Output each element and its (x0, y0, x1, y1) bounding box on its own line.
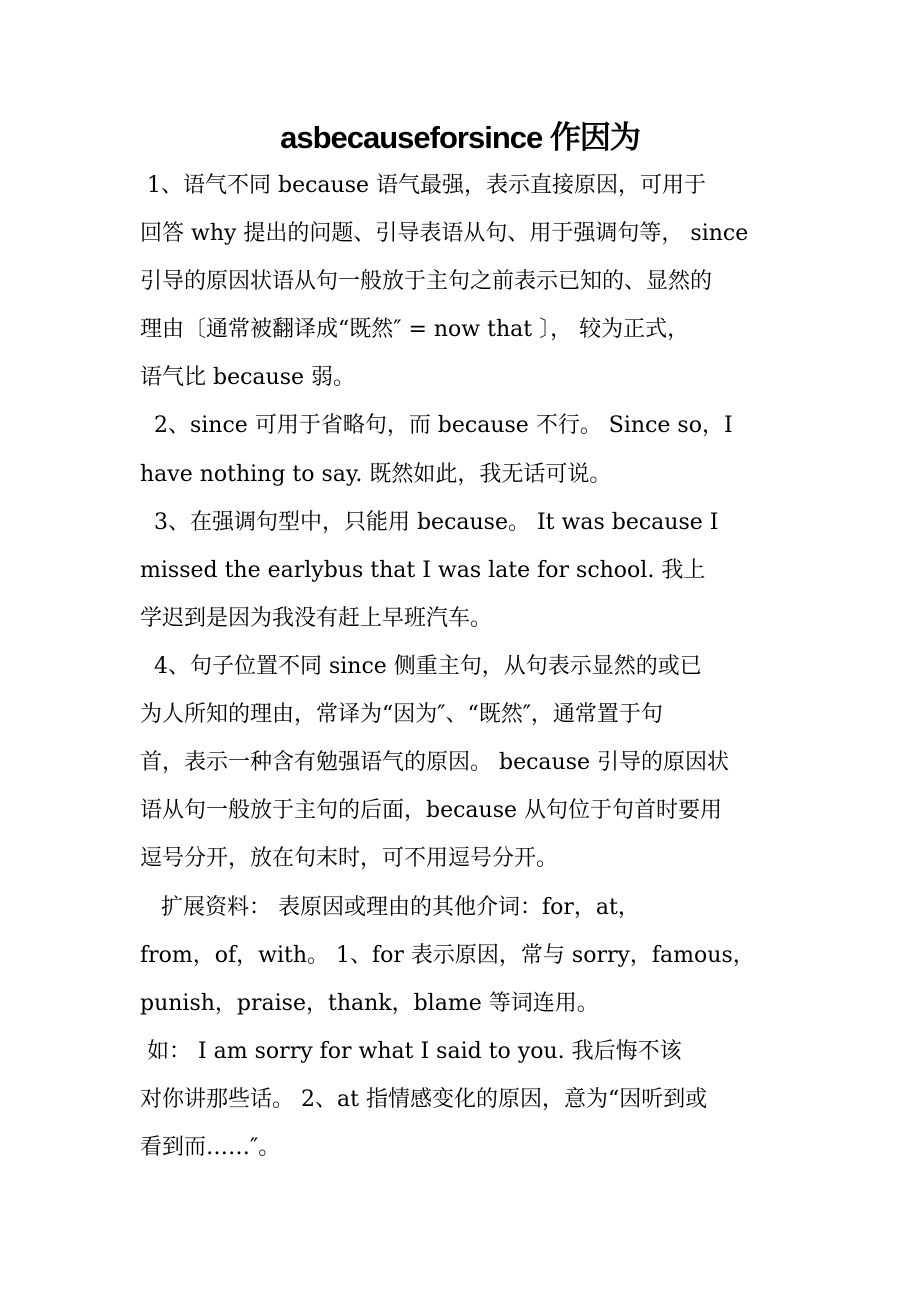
text-line: 对你讲那些话。 2、at 指情感变化的原因，意为“因听到或 (140, 1087, 708, 1112)
text-line: 引导的原因状语从句一般放于主句之前表示已知的、显然的 (140, 269, 713, 294)
text-line: 为人所知的理由，常译为“因为″、“既然″，通常置于句 (140, 702, 663, 727)
text-line: from，of，with。 1、for 表示原因，常与 sorry，famous， (140, 943, 755, 968)
text-line: 语气比 because 弱。 (140, 365, 356, 390)
text-line: 1、语气不同 because 语气最强，表示直接原因，可用于 (140, 173, 706, 198)
text-line: 看到而……″。 (140, 1135, 281, 1160)
document-title: asbecauseforsince 作因为 (280, 120, 640, 155)
text-line: 回答 why 提出的问题、引导表语从句、用于强调句等， since (140, 221, 749, 246)
text-line: 首，表示一种含有勉强语气的原因。 because 引导的原因状 (140, 750, 730, 775)
text-line: have nothing to say. 既然如此，我无话可说。 (140, 462, 612, 487)
text-line: 扩展资料： 表原因或理由的其他介词：for，at， (140, 895, 640, 920)
text-line: 逗号分开，放在句末时，可不用逗号分开。 (140, 846, 559, 871)
text-line: missed the earlybus that I was late for school. 我上 (140, 558, 706, 583)
text-line: 2、since 可用于省略句，而 because 不行。 Since so，I (140, 413, 733, 438)
text-line: 理由〔通常被翻译成“既然″ = now that 〕， 较为正式， (140, 317, 690, 342)
text-line: 4、句子位置不同 since 侧重主句，从句表示显然的或已 (140, 654, 702, 679)
text-line: punish，praise，thank，blame 等词连用。 (140, 991, 599, 1016)
text-line: 3、在强调句型中，只能用 because。 It was because I (140, 510, 719, 535)
text-line: 语从句一般放于主句的后面，because 从句位于句首时要用 (140, 798, 723, 823)
text-line: 如： I am sorry for what I said to you. 我后悔不该 (140, 1039, 682, 1064)
text-line: 学迟到是因为我没有赶上早班汽车。 (140, 606, 493, 631)
